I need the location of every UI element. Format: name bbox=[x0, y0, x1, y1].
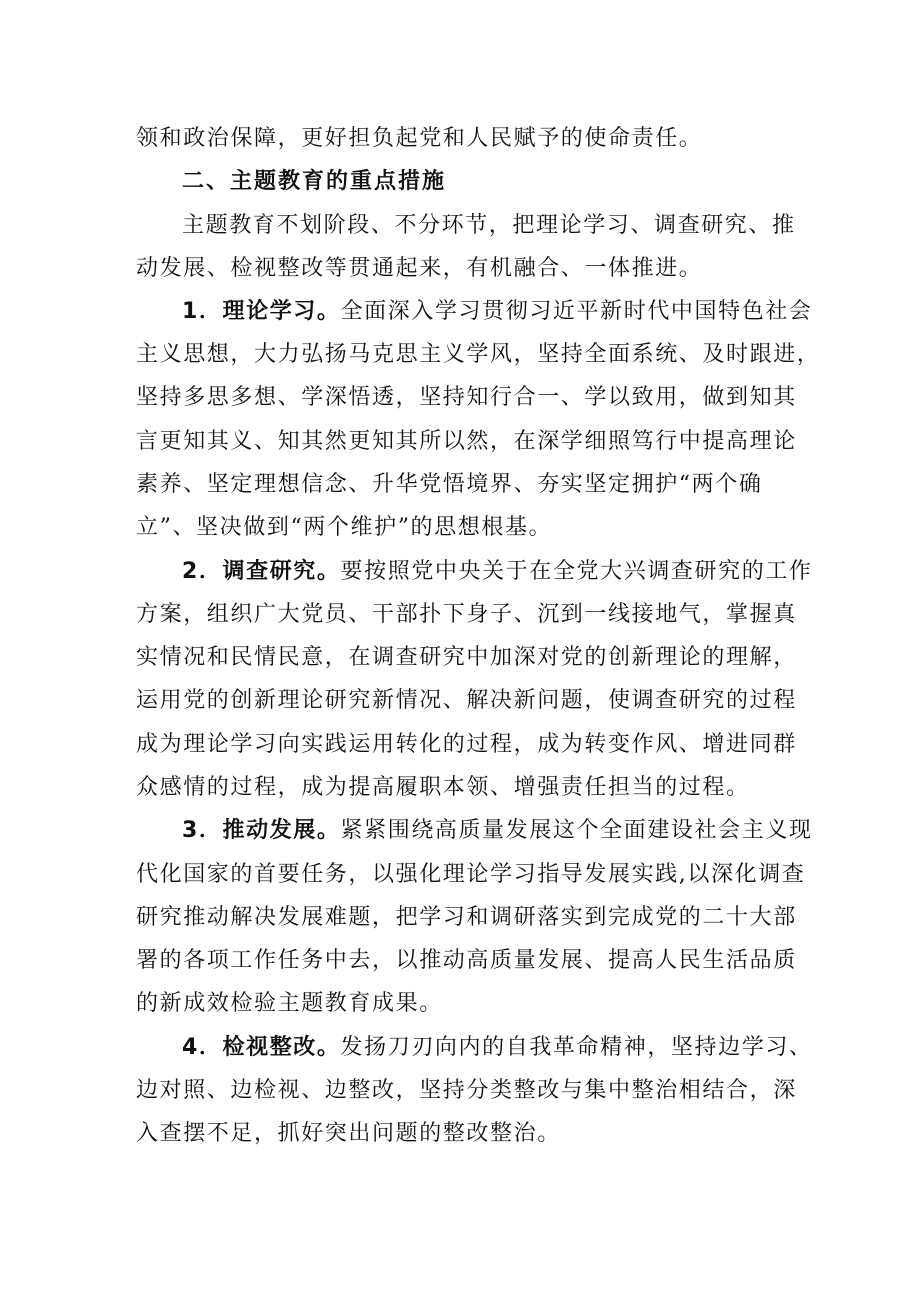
item-2-first-line bbox=[182, 557, 813, 587]
item-1-lead: 1．理论学习。 bbox=[182, 299, 341, 324]
item-1-line: 言更知其义、知其然更知其所以然，在深学细照笃行中提高理论 bbox=[136, 429, 797, 454]
item-4-line: 边对照、边检视、边整改，坚持分类整改与集中整治相结合，深 bbox=[136, 1078, 797, 1103]
item-3-line: 研究推动解决发展难题，把学习和调研落实到完成党的二十大部 bbox=[136, 905, 797, 930]
item-2-line: 运用党的创新理论研究新情况、解决新问题，使调查研究的过程 bbox=[136, 688, 797, 713]
item-4-first-line-text: 发扬刀刃向内的自我革命精神，坚持边学习、 bbox=[340, 1035, 813, 1060]
item-1-line: 素养、坚定理想信念、升华党悟境界、夯实坚定拥护“两个确 bbox=[136, 472, 763, 497]
intro-line: 动发展、检视整改等贯通起来，有机融合、一体推进。 bbox=[136, 256, 703, 281]
item-3-line: 的新成效检验主题教育成果。 bbox=[136, 991, 443, 1016]
item-1-line: 主义思想，大力弘扬马克思主义学风，坚持全面系统、及时跟进， bbox=[136, 342, 821, 367]
item-4-first-line bbox=[182, 1033, 813, 1063]
item-2-lead: 2．调查研究。 bbox=[182, 559, 341, 584]
item-4-line: 入查摆不足，抓好突出问题的整改整治。 bbox=[136, 1121, 561, 1146]
item-3-line: 代化国家的首要任务，以强化理论学习指导发展实践,以深化调查 bbox=[136, 862, 806, 887]
item-1-line: 立”、坚决做到“两个维护”的思想根基。 bbox=[136, 515, 553, 540]
item-1-first-line bbox=[182, 297, 813, 327]
item-3-line: 署的各项工作任务中去，以推动高质量发展、提高人民生活品质 bbox=[136, 948, 797, 973]
item-2-line: 方案，组织广大党员、干部扑下身子、沉到一线接地气，掌握真 bbox=[136, 602, 797, 627]
paragraph-continuation-line: 领和政治保障，更好担负起党和人民赋予的使命责任。 bbox=[136, 126, 703, 151]
item-3-first-line-text: 紧紧围绕高质量发展这个全面建设社会主义现 bbox=[340, 818, 813, 843]
item-3-lead: 3．推动发展。 bbox=[182, 818, 341, 843]
item-2-first-line-text: 要按照党中央关于在全党大兴调查研究的工作 bbox=[340, 559, 813, 584]
item-4-lead: 4．检视整改。 bbox=[182, 1035, 341, 1060]
item-1-line: 坚持多思多想、学深悟透，坚持知行合一、学以致用，做到知其 bbox=[136, 385, 797, 410]
item-2-line: 成为理论学习向实践运用转化的过程，成为转变作风、增进同群 bbox=[136, 732, 797, 757]
item-3-first-line bbox=[182, 816, 813, 846]
item-2-line: 众感情的过程，成为提高履职本领、增强责任担当的过程。 bbox=[136, 775, 750, 800]
item-2-line: 实情况和民情民意，在调查研究中加深对党的创新理论的理解， bbox=[136, 645, 797, 670]
intro-line: 主题教育不划阶段、不分环节，把理论学习、调查研究、推 bbox=[182, 213, 796, 238]
section-heading: 二、主题教育的重点措施 bbox=[182, 169, 447, 194]
item-1-first-line-text: 全面深入学习贯彻习近平新时代中国特色社会 bbox=[340, 299, 813, 324]
